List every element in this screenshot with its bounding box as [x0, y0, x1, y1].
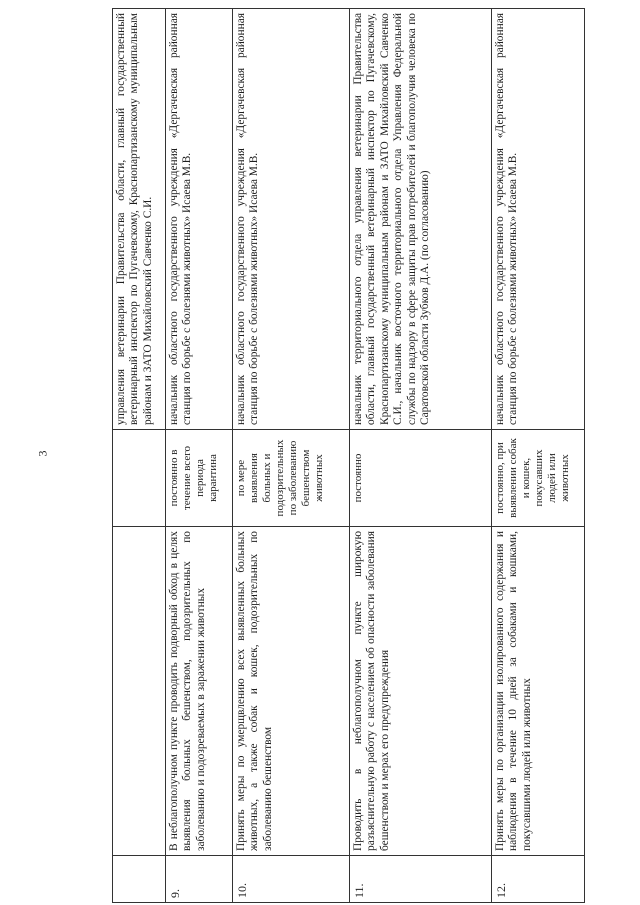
- page-number: 3: [35, 450, 50, 457]
- table-row: [350, 9, 492, 903]
- measure-text: Принять меры по организации изолированного содержания и наблюдения в течение 10 дней за собаками и кошками, покусавшими людей или животных: [492, 527, 585, 856]
- measure-text: В неблагополучном пункте проводить подворный обход в целях выявления больных бешенством, подозрительных по заболеванию и подозреваемых в заражении животных: [166, 527, 233, 856]
- row-number: [113, 856, 166, 903]
- table-row: [233, 9, 350, 903]
- responsible-text: начальник областного государственного учреждения «Дергачевская районная станция по борьбе с болезнями животных» Исаева М.В.: [233, 9, 350, 430]
- measure-text: Проводить в неблагополучном пункте широкую разъяснительную работу с населением об опасности заболевания бешенством и мерах его предупреждения: [350, 527, 492, 856]
- responsible-text: начальник областного государственного учреждения «Дергачевская районная станция по борьбе с болезнями животных» Исаева М.В.: [492, 9, 585, 430]
- measures-table: [112, 8, 585, 903]
- measure-text: [113, 527, 166, 856]
- deadline-text: по мере выявления больных и подозрительных по заболеванию бешенством животных: [233, 430, 350, 527]
- deadline-text: постоянно, при выявлении собак и кошек, покусавших людей или животных: [492, 430, 585, 527]
- table-row: [113, 9, 166, 903]
- deadline-text: постоянно: [350, 430, 492, 527]
- table-row: [166, 9, 233, 903]
- row-number: 10.: [233, 856, 350, 903]
- measure-text: Принять меры по умерщвлению всех выявленных больных животных, а также собак и кошек, подозрительных по заболеванию бешенством: [233, 527, 350, 856]
- deadline-text: [113, 430, 166, 527]
- table-row: [492, 9, 585, 903]
- rotated-page-content: [112, 8, 582, 903]
- responsible-text: начальник областного государственного учреждения «Дергачевская районная станция по борьбе с болезнями животных» Исаева М.В.: [166, 9, 233, 430]
- row-number: 9.: [166, 856, 233, 903]
- responsible-text: начальник территориального отдела управления ветеринарии Правительства области, главный государственный ветеринарный инспектор по Пугачевскому, Краснопартизанскому муниципальным районам и ЗАТО Михайловский Савченко С.И., начальник восточного территориального отдела Управления Федеральной службы по надзору в сфере защиты прав потребителей и благополучия человека по Саратовской области Зубков Д.А. (по согласованию): [350, 9, 492, 430]
- responsible-text: управления ветеринарии Правительства области, главный государственный ветеринарный инспектор по Пугачевскому, Краснопартизанскому муниципальным районам и ЗАТО Михайловский Савченко С.И.: [113, 9, 166, 430]
- row-number: 12.: [492, 856, 585, 903]
- row-number: 11.: [350, 856, 492, 903]
- deadline-text: постоянно в течение всего периода карантина: [166, 430, 233, 527]
